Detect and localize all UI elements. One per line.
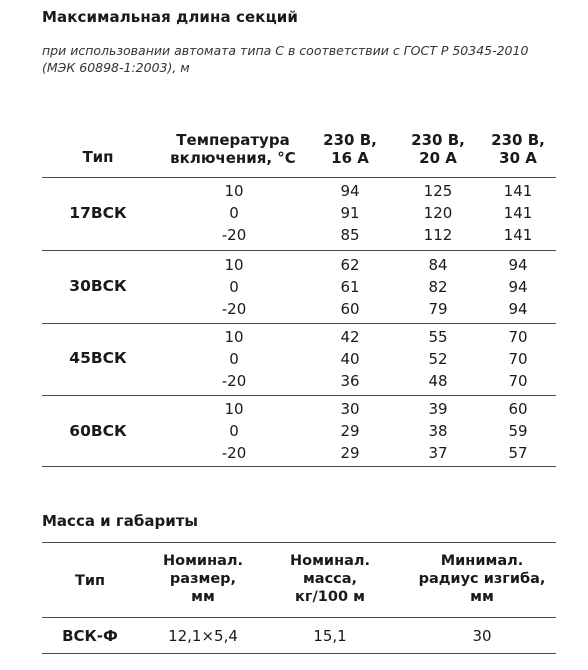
table-cell: 60 <box>340 300 360 318</box>
section-title-max-length: Максимальная длина секций <box>42 8 299 26</box>
table-cell: 29 <box>340 422 360 440</box>
table-cell: 91 <box>340 204 360 222</box>
type-label: 17ВСК <box>69 204 127 222</box>
header-temperature-line2: включения, °C <box>170 149 296 167</box>
table-cell: 141 <box>503 182 533 200</box>
table-cell: 42 <box>340 328 360 346</box>
header-mass-line3: кг/100 м <box>295 589 365 605</box>
table-cell: 79 <box>428 300 448 318</box>
table-cell: 94 <box>340 182 360 200</box>
table-cell: 39 <box>428 400 448 418</box>
header-col1-line2: 16 А <box>331 149 369 167</box>
divider <box>42 395 556 396</box>
header-radius-line3: мм <box>470 589 494 605</box>
table-cell: 36 <box>340 372 360 390</box>
divider <box>42 466 556 467</box>
table-cell: 52 <box>428 350 448 368</box>
type-label: 60ВСК <box>69 422 127 440</box>
table-cell: 0 <box>229 422 239 440</box>
header-size <box>138 552 268 606</box>
table-cell: 62 <box>340 256 360 274</box>
table-cell: 120 <box>423 204 453 222</box>
section-subtitle: при использовании автомата типа С в соответствии с ГОСТ Р 50345-2010 (МЭК 60898-1:2003), м <box>42 43 529 75</box>
table-cell: 40 <box>340 350 360 368</box>
header-mass <box>270 552 390 606</box>
table-cell: 30 <box>340 400 360 418</box>
table-cell: 60 <box>508 400 528 418</box>
header-230v-16a <box>310 131 390 167</box>
table-cell: -20 <box>221 226 247 244</box>
header-230v-20a <box>398 131 478 167</box>
table-cell: 59 <box>508 422 528 440</box>
table-cell: 10 <box>224 328 244 346</box>
header-mass-line1: Номинал. <box>289 553 371 569</box>
section-title-mass-dimensions: Масса и габариты <box>42 512 198 530</box>
header-230v-30a <box>478 131 558 167</box>
header-type: Тип <box>74 573 106 589</box>
table-cell: -20 <box>221 444 247 462</box>
table-cell: 37 <box>428 444 448 462</box>
table-cell: 94 <box>508 256 528 274</box>
table-cell: 10 <box>224 256 244 274</box>
header-size-line3: мм <box>191 589 215 605</box>
divider <box>42 617 556 618</box>
divider <box>42 653 556 654</box>
table-cell: 125 <box>423 182 453 200</box>
table-cell: 55 <box>428 328 448 346</box>
table-cell: 12,1×5,4 <box>168 627 238 645</box>
table-cell: 38 <box>428 422 448 440</box>
table-cell: -20 <box>221 372 247 390</box>
divider <box>42 177 556 178</box>
divider <box>42 323 556 324</box>
header-temperature <box>158 131 308 167</box>
table-cell: 141 <box>503 204 533 222</box>
header-size-line1: Номинал. <box>162 553 244 569</box>
table-cell: 70 <box>508 350 528 368</box>
table-cell: 141 <box>503 226 533 244</box>
table-cell: 112 <box>423 226 453 244</box>
header-radius <box>402 552 562 606</box>
header-radius-line1: Минимал. <box>440 553 524 569</box>
table-cell: 61 <box>340 278 360 296</box>
header-radius-line2: радиус изгиба, <box>418 571 546 587</box>
table-cell: 0 <box>229 204 239 222</box>
table-cell: 85 <box>340 226 360 244</box>
table-cell: 94 <box>508 278 528 296</box>
table-cell: -20 <box>221 300 247 318</box>
table-cell: 30 <box>472 627 492 645</box>
header-col2-line1: 230 В, <box>411 131 465 149</box>
table-cell: 94 <box>508 300 528 318</box>
header-mass-line2: масса, <box>302 571 358 587</box>
table-cell: 82 <box>428 278 448 296</box>
type-label: 30ВСК <box>69 277 127 295</box>
table-cell: 0 <box>229 350 239 368</box>
table-cell: 15,1 <box>313 627 347 645</box>
divider <box>42 250 556 251</box>
table-cell: 10 <box>224 400 244 418</box>
header-temperature-line1: Температура <box>176 131 290 149</box>
table-cell: 0 <box>229 278 239 296</box>
table-cell: 57 <box>508 444 528 462</box>
table-cell: 48 <box>428 372 448 390</box>
header-size-line2: размер, <box>169 571 237 587</box>
table-cell: 84 <box>428 256 448 274</box>
header-col1-line1: 230 В, <box>323 131 377 149</box>
header-col3-line1: 230 В, <box>491 131 545 149</box>
header-col3-line2: 30 А <box>499 149 537 167</box>
type-label: 45ВСК <box>69 349 127 367</box>
table-cell: 70 <box>508 372 528 390</box>
table-cell: 70 <box>508 328 528 346</box>
table-cell: 10 <box>224 182 244 200</box>
type-label: ВСК-Ф <box>62 627 118 645</box>
header-type: Тип <box>82 148 114 166</box>
header-col2-line2: 20 А <box>419 149 457 167</box>
divider <box>42 542 556 543</box>
table-cell: 29 <box>340 444 360 462</box>
